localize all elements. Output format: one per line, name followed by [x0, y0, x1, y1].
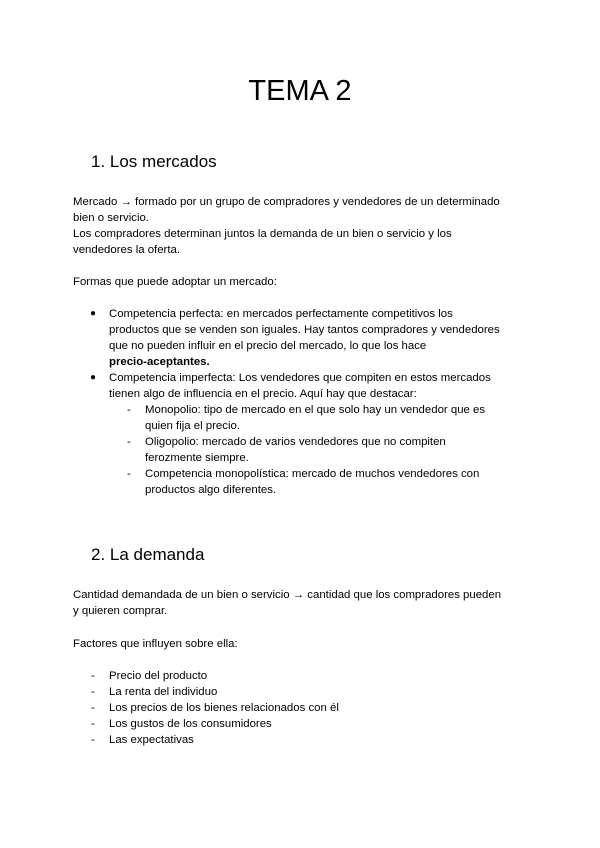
dash-icon: -: [127, 468, 131, 480]
factor-label: Los gustos de los consumidores: [109, 718, 272, 730]
text-line: y quieren comprar.: [73, 605, 168, 617]
text-line: tienen algo de influencia en el precio. Aquí hay que destacar:: [109, 388, 417, 400]
text-line: Competencia monopolística: mercado de muchos vendedores con: [145, 468, 480, 480]
sub-item-oligopolio: [127, 434, 525, 466]
factor-label: Las expectativas: [109, 734, 194, 746]
factor-label: Los precios de los bienes relacionados con él: [109, 702, 339, 714]
factor-item: [91, 668, 509, 684]
text-line: Oligopolio: mercado de varios vendedores que no compiten: [145, 436, 446, 448]
text-line: que no pueden influir en el precio del mercado, lo que los hace: [109, 340, 427, 352]
text-line: Mercado → formado por un grupo de compradores y vendedores de un determinado: [73, 196, 500, 208]
factor-item: [91, 732, 509, 748]
dash-icon: -: [91, 718, 95, 730]
text-line: Competencia imperfecta: Los vendedores que compiten en estos mercados: [109, 372, 491, 384]
text-line: Competencia perfecta: en mercados perfectamente competitivos los: [109, 308, 453, 320]
factors-intro: Factores que influyen sobre ella:: [73, 638, 238, 650]
text-line: Monopolio: tipo de mercado en el que solo hay un vendedor que es: [145, 404, 486, 416]
factor-item: [91, 684, 509, 700]
factor-label: La renta del individuo: [109, 686, 218, 698]
paragraph-demanda-definition: [73, 587, 543, 619]
factor-label: Precio del producto: [109, 670, 208, 682]
forms-intro: Formas que puede adoptar un mercado:: [73, 276, 277, 288]
text-line: bien o servicio.: [73, 212, 149, 224]
dash-icon: -: [91, 670, 95, 682]
text-line: Los compradores determinan juntos la demanda de un bien o servicio y los: [73, 228, 452, 240]
bullet-icon: ●: [90, 308, 97, 319]
factor-item: [91, 700, 509, 716]
sub-item-monopolio: [127, 402, 525, 434]
section-heading-demanda: 2. La demanda: [91, 545, 205, 564]
sub-item-competencia-monopolistica: [127, 466, 525, 498]
factor-item: [91, 716, 509, 732]
text-line: productos que se venden son iguales. Hay tantos compradores y vendedores: [109, 324, 500, 336]
dash-icon: -: [91, 702, 95, 714]
bullet-icon: ●: [90, 372, 97, 383]
section-heading-mercados: 1. Los mercados: [91, 152, 217, 171]
text-line: Cantidad demandada de un bien o servicio → cantidad que los compradores pueden: [73, 589, 502, 601]
list-item-competencia-imperfecta: [90, 370, 529, 402]
document-title: TEMA 2: [248, 75, 352, 107]
list-item-competencia-perfecta: [90, 306, 529, 370]
text-line: quien fija el precio.: [145, 420, 240, 432]
dash-icon: -: [127, 436, 131, 448]
bold-term: precio-aceptantes.: [109, 356, 210, 368]
dash-icon: -: [91, 734, 95, 746]
text-line: productos algo diferentes.: [145, 484, 277, 496]
paragraph-mercado-definition: [73, 194, 543, 258]
dash-icon: -: [91, 686, 95, 698]
text-line: vendedores la oferta.: [73, 244, 181, 256]
text-line: ferozmente siempre.: [145, 452, 249, 464]
dash-icon: -: [127, 404, 131, 416]
